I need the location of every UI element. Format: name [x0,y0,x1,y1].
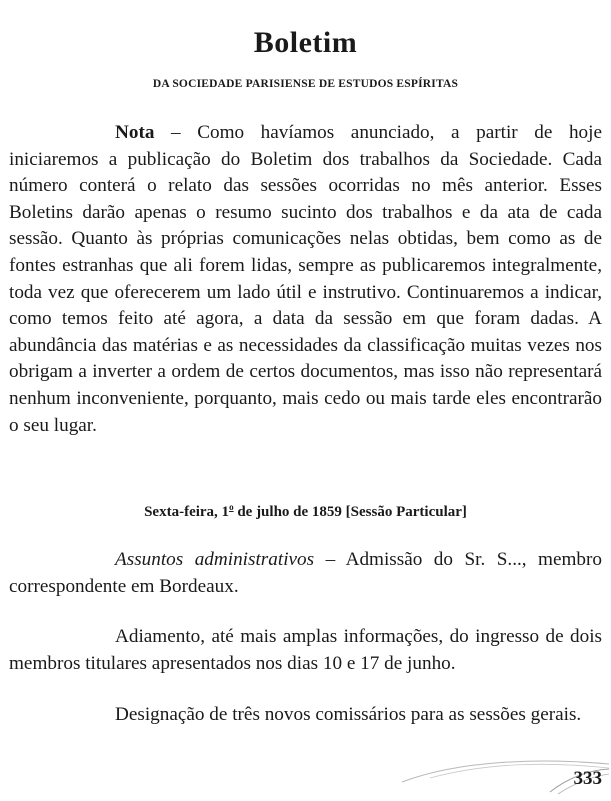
session-heading [0,504,611,521]
admin-text: – Admissão do Sr. S..., membro correspondente em Bordeaux. [9,549,602,597]
adiamento-paragraph: Adiamento, até mais amplas informações, do ingresso de dois membros titulares apresentados nos dias 10 e 17 de junho. [9,626,602,674]
admin-paragraph [9,547,602,600]
session-heading-date: Sexta-feira, 1 [144,504,230,520]
admin-label: Assuntos administrativos [115,549,315,570]
nota-label: Nota [115,122,155,143]
session-heading-ordinal: o [229,502,234,512]
session-heading-rest: de julho de 1859 [Sessão Particular] [233,504,467,520]
nota-paragraph [9,120,602,439]
page-title: Boletim [253,26,358,59]
designacao-paragraph: Designação de três novos comissários para as sessões gerais. [115,704,582,725]
page-number: 333 [573,768,602,789]
nota-text: – Como havíamos anunciado, a partir de hoje iniciaremos a publicação do Boletim dos trabalhos da Sociedade. Cada número conterá o relato das sessões ocorridas no mês anterior. Esses Boletins darão apenas o resumo sucinto dos trabalhos e da ata de cada sessão. Quanto às próprias comunicações nelas obtidas, bem como as de fontes estranhas que ali forem lidas, sempre as publicaremos integralmente, toda vez que oferecerem um lado útil e instrutivo. Continuaremos a indicar, como temos feito até agora, a data da sessão em que foram dadas. A abundância das matérias e as necessidades da classificação muitas vezes nos obrigam a inverter a ordem de certos documentos, mas isso não representará nenhum inconveniente, porquanto, mais cedo ou mais tarde eles encontrarão o seu lugar. [9,122,602,436]
page-subtitle: DA SOCIEDADE PARISIENSE DE ESTUDOS ESPÍRITAS [152,78,459,90]
